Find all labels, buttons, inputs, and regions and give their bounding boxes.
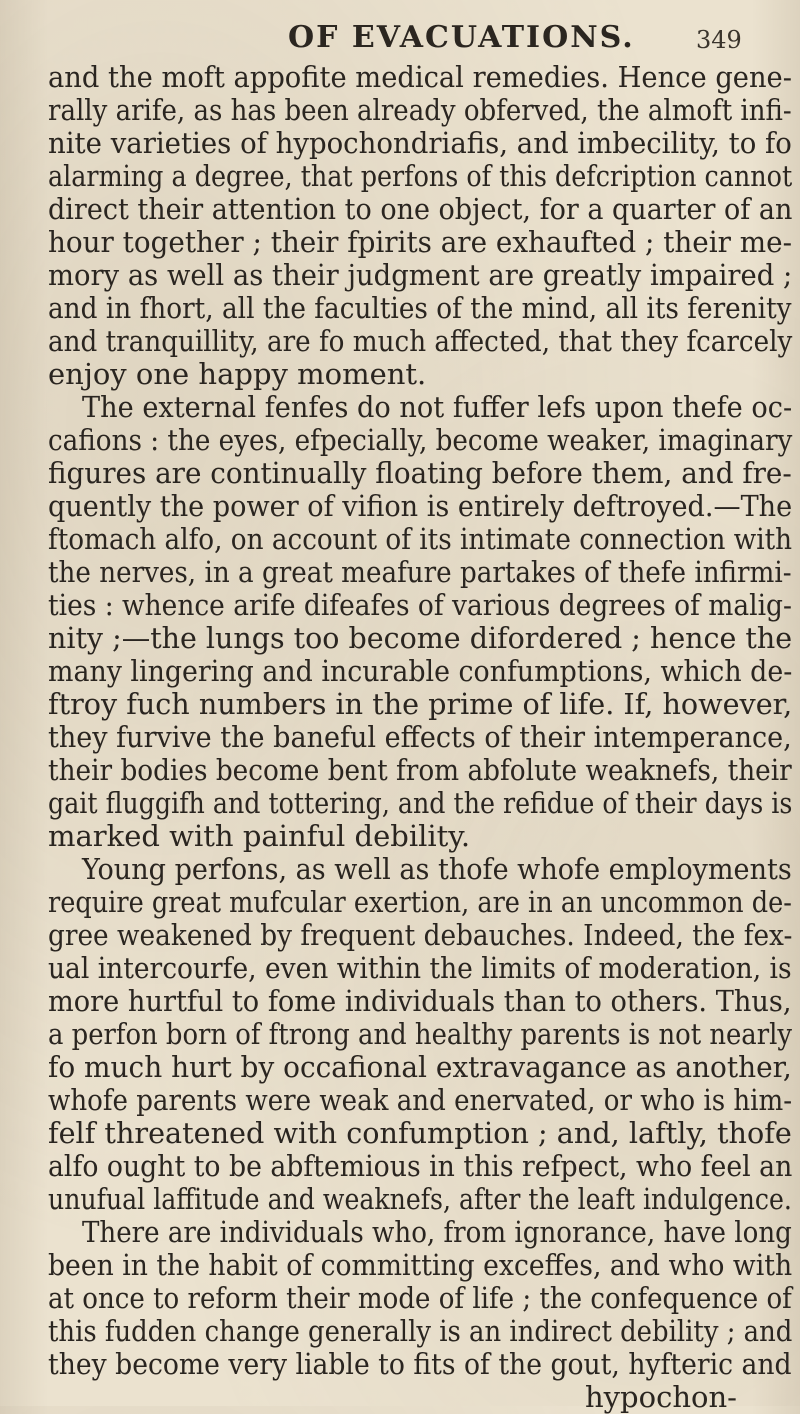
- running-title: OF EVACUATIONS.: [288, 20, 635, 55]
- text-line: nity ;—the lungs too become difordered ; hence the: [48, 621, 793, 655]
- text-line: and in fhort, all the faculties of the mind, all its ferenity: [48, 291, 792, 325]
- text-line: alarming a degree, that perfons of this defcription cannot: [48, 159, 793, 193]
- text-line: rally arife, as has been already obferved, the almoft infi-: [48, 93, 792, 127]
- text-line: and tranquillity, are fo much affected, that they fcarcely: [48, 324, 793, 358]
- text-line: gree weakened by frequent debauches. Indeed, the fex-: [48, 918, 793, 952]
- text-line: this fudden change generally is an indirect debility ; and: [48, 1314, 793, 1348]
- text-line: nite varieties of hypochondriafis, and imbecility, to fo: [48, 126, 792, 160]
- page-number: 349: [696, 26, 742, 54]
- text-line: at once to reform their mode of life ; the confequence of: [48, 1281, 792, 1315]
- text-line: ftomach alfo, on account of its intimate connection with: [48, 522, 793, 556]
- text-line: they become very liable to fits of the gout, hyfteric and: [48, 1347, 792, 1381]
- text-line: their bodies become bent from abfolute weaknefs, their: [48, 753, 792, 787]
- text-line: unufual laffitude and weaknefs, after the leaft indulgence.: [48, 1182, 792, 1216]
- text-line: hour together ; their fpirits are exhaufted ; their me-: [48, 225, 792, 259]
- text-line: marked with painful debility.: [48, 819, 471, 853]
- text-line: more hurtful to fome individuals than to others. Thus,: [48, 984, 792, 1018]
- text-line: figures are continually floating before them, and fre-: [48, 456, 792, 490]
- text-line: cafions : the eyes, efpecially, become weaker, imaginary: [48, 423, 793, 457]
- text-line: many lingering and incurable confumptions, which de-: [48, 654, 793, 688]
- text-line: mory as well as their judgment are greatly impaired ;: [48, 258, 793, 292]
- catchword: hypochon-: [585, 1380, 737, 1414]
- text-line: the nerves, in a great meafure partakes of thefe infirmi-: [48, 555, 792, 589]
- text-line: whofe parents were weak and enervated, or who is him-: [48, 1083, 793, 1117]
- text-line: alfo ought to be abftemious in this refpect, who feel an: [48, 1149, 793, 1183]
- text-line: a perfon born of ftrong and healthy parents is not nearly: [48, 1017, 792, 1051]
- text-line: and the moft appofite medical remedies. Hence gene-: [48, 60, 792, 94]
- text-line: fo much hurt by occafional extravagance as another,: [48, 1050, 792, 1084]
- text-line: ftroy fuch numbers in the prime of life. If, however,: [48, 687, 793, 721]
- text-line: direct their attention to one object, for a quarter of an: [48, 192, 793, 226]
- text-line: been in the habit of committing exceffes, and who with: [48, 1248, 793, 1282]
- paragraph-start: Young perfons, as well as thofe whofe employments: [82, 852, 792, 886]
- paragraph-start: The external fenfes do not fuffer lefs upon thefe oc-: [82, 390, 793, 424]
- text-line: ties : whence arife difeafes of various degrees of malig-: [48, 588, 792, 622]
- text-line: felf threatened with confumption ; and, laftly, thofe: [48, 1116, 792, 1150]
- text-line: gait fluggifh and tottering, and the refidue of their days is: [48, 786, 793, 820]
- running-head: [0, 20, 800, 64]
- text-line: ual intercourfe, even within the limits of moderation, is: [48, 951, 792, 985]
- text-line: quently the power of vifion is entirely deftroyed.—The: [48, 489, 793, 523]
- text-line: they furvive the baneful effects of their intemperance,: [48, 720, 792, 754]
- paragraph-start: There are individuals who, from ignorance, have long: [82, 1215, 792, 1249]
- text-line: enjoy one happy moment.: [48, 357, 427, 391]
- text-line: require great mufcular exertion, are in an uncommon de-: [48, 885, 792, 919]
